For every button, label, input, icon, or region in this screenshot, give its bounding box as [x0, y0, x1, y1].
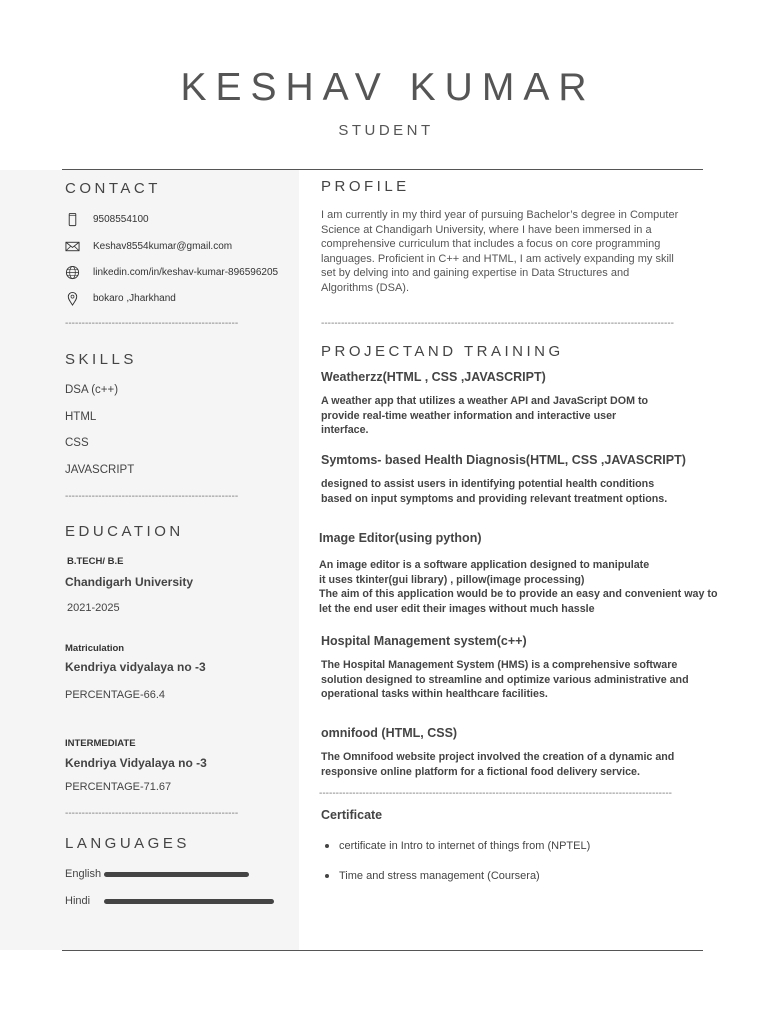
- phone-text: 9508554100: [93, 213, 149, 225]
- main-divider: ----------------------------------------------------------------------------------------------------------: [321, 318, 674, 329]
- contact-linkedin: [65, 263, 278, 281]
- languages-heading: LANGUAGES: [65, 835, 190, 852]
- project-line: A weather app that utilizes a weather API and JavaScript DOM to: [321, 395, 649, 407]
- project-line: responsive online platform for a fictional food delivery service.: [321, 765, 640, 778]
- project-line: let the end user edit their images without much hassle: [319, 602, 595, 615]
- bottom-rule: [62, 950, 703, 951]
- contact-location: [65, 289, 176, 307]
- mail-icon: [65, 239, 80, 254]
- skills-heading: SKILLS: [65, 351, 137, 368]
- project-line: solution designed to streamline and optimize various administrative and: [321, 673, 689, 686]
- skill-item: HTML: [65, 411, 97, 423]
- bullet-icon: [325, 874, 329, 878]
- project-line: The Omnifood website project involved the creation of a dynamic and: [321, 751, 675, 763]
- education-heading: EDUCATION: [65, 523, 184, 540]
- profile-line: comprehensive curriculum that includes a focus on core programming: [321, 238, 661, 251]
- projects-heading: PROJECTAND TRAINING: [321, 343, 564, 360]
- resume-name: KESHAV KUMAR: [180, 66, 596, 109]
- education-level: Matriculation: [65, 643, 125, 654]
- project-line: An image editor is a software application designed to manipulate: [319, 559, 650, 571]
- main-divider: ----------------------------------------------------------------------------------------------------------: [319, 788, 672, 799]
- skill-item: CSS: [65, 437, 89, 449]
- project-line: provide real-time weather information and interactive user: [321, 409, 617, 422]
- certificate-heading: Certificate: [321, 808, 383, 822]
- email-text: Keshav8554kumar@gmail.com: [93, 240, 233, 252]
- project-line: designed to assist users in identifying potential health conditions: [321, 478, 655, 490]
- language-level-bar: [104, 899, 274, 904]
- project-line: interface.: [321, 424, 369, 436]
- education-school: Kendriya Vidyalaya no -3: [65, 756, 207, 770]
- profile-line: I am currently in my third year of pursuing Bachelor’s degree in Computer: [321, 209, 679, 221]
- globe-icon: [65, 265, 80, 280]
- certificate-item: [325, 870, 540, 882]
- contact-heading: CONTACT: [65, 180, 161, 197]
- contact-email: [65, 237, 232, 255]
- certificate-text: Time and stress management (Coursera): [339, 870, 540, 882]
- skill-item: DSA (c++): [65, 384, 119, 396]
- language-label: English: [65, 868, 102, 880]
- project-description: [321, 477, 721, 506]
- education-school: Chandigarh University: [65, 575, 194, 589]
- education-school: Kendriya vidyalaya no -3: [65, 660, 206, 674]
- project-description: [321, 658, 721, 702]
- project-line: operational tasks within healthcare facilities.: [321, 688, 548, 700]
- profile-line: Algorithms (DSA).: [321, 281, 410, 294]
- contact-phone: [65, 210, 149, 228]
- language-level-bar: [104, 872, 249, 877]
- profile-heading: PROFILE: [321, 178, 410, 195]
- project-line: The aim of this application would be to provide an easy and convenient way to: [319, 588, 718, 600]
- education-detail: 2021-2025: [67, 602, 120, 614]
- profile-line: Science at Chandigarh University, where I have been immersed in a: [321, 223, 652, 236]
- project-description: [319, 558, 729, 616]
- location-pin-icon: [65, 291, 80, 306]
- sidebar-divider: ----------------------------------------------------: [65, 491, 239, 502]
- project-line: based on input symptoms and providing relevant treatment options.: [321, 492, 668, 505]
- sidebar-divider: ----------------------------------------------------: [65, 808, 239, 819]
- certificate-text: certificate in Intro to internet of things from (NPTEL): [339, 840, 591, 852]
- project-description: [321, 750, 721, 779]
- certificate-item: [325, 840, 590, 852]
- language-label: Hindi: [65, 895, 91, 907]
- sidebar-divider: ----------------------------------------------------: [65, 318, 239, 329]
- project-title: omnifood (HTML, CSS): [321, 726, 458, 740]
- phone-icon: [65, 212, 80, 227]
- project-title: Symtoms- based Health Diagnosis(HTML, CSS ,JAVASCRIPT): [321, 453, 686, 467]
- profile-text: [321, 208, 711, 296]
- education-level: B.TECH/ B.E: [67, 556, 124, 567]
- education-level: INTERMEDIATE: [65, 738, 136, 749]
- project-title: Hospital Management system(c++): [321, 634, 527, 648]
- project-line: The Hospital Management System (HMS) is a comprehensive software: [321, 659, 678, 671]
- project-title: Weatherzz(HTML , CSS ,JAVASCRIPT): [321, 370, 546, 384]
- location-text: bokaro ,Jharkhand: [93, 292, 176, 304]
- profile-line: languages. Proficient in C++ and HTML, I am actively expanding my skill: [321, 252, 674, 265]
- project-description: [321, 394, 721, 438]
- resume-title: STUDENT: [338, 122, 434, 139]
- sidebar: [0, 170, 299, 950]
- skill-item: JAVASCRIPT: [65, 464, 135, 476]
- project-title: Image Editor(using python): [319, 531, 482, 545]
- profile-line: set by delving into and gaining expertise in Data Structures and: [321, 267, 630, 280]
- bullet-icon: [325, 844, 329, 848]
- education-detail: PERCENTAGE-71.67: [65, 781, 172, 793]
- education-detail: PERCENTAGE-66.4: [65, 689, 166, 701]
- project-line: it uses tkinter(gui library) , pillow(image processing): [319, 573, 585, 586]
- linkedin-text: linkedin.com/in/keshav-kumar-896596205: [93, 266, 279, 278]
